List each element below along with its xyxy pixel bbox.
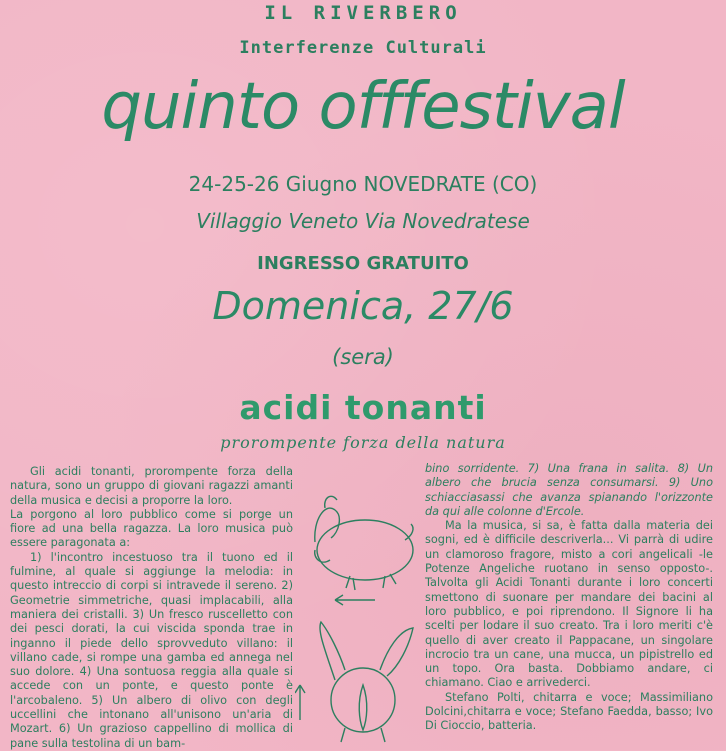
entry-notice: INGRESSO GRATUITO [257,253,469,274]
event-day: Domenica, 27/6 [212,284,514,328]
pappacane-illustration [295,480,425,750]
event-venue: Villaggio Veneto Via Novedratese [196,209,530,233]
event-time: (sera) [332,345,394,369]
article-left-column [10,465,293,751]
article-paragraph: bino sorridente. 7) Una frana in salita. 8) Un albero che brucia senza consumarsi. 9) Uno schiacciasassi che avanza spianando l'orizzonte da qui alle colonne d'Ercole. [425,462,713,518]
article-paragraph: La porgono al loro pubblico come si porge un fiore ad una bella ragazza. La loro musica può essere paragonata a: [10,507,293,550]
band-members: Stefano Polti, chitarra e voce; Massimiliano Dolcini,chitarra e voce; Stefano Faedda, basso; Ivo Di Cioccio, batteria. [425,690,713,733]
article-right-column [425,462,713,734]
article-paragraph: Gli acidi tonanti, prorompente forza della natura, sono un gruppo di giovani ragazzi amanti della musica e decisi a proporre la loro. [10,465,293,507]
band-tagline: prorompente forza della natura [220,433,506,452]
band-logo: acidi tonanti [239,388,487,427]
article-paragraph: Ma la musica, si sa, è fatta dalla materia dei sogni, ed è difficile descriverla... Vi parrà di udire un clamoroso fragore, misto a cori angelicali -le Potenze Angeliche ruotano in senso opposto-. Talvolta gli Acidi Tonanti durante i loro concerti smettono di suonare per mandare dei bacini al loro pubblico, e poi riprendono. Il Signore li ha scelti per lodare il suo creato. Tra i loro meriti c'è quello di aver creato il Pappacane, un singolare incrocio tra un cane, una mucca, un pipistrello ed un topo. Ora basta. Dobbiamo andare, ci chiamano. Ciao e arrivederci. [425,519,713,690]
event-dates: 24-25-26 Giugno NOVEDRATE (CO) [188,172,538,196]
festival-title: quinto offfestival [101,70,625,144]
publication-subtitle: Interferenze Culturali [239,38,487,58]
publication-title: IL RIVERBERO [264,2,462,24]
article-paragraph: 1) l'incontro incestuoso tra il tuono ed il fulmine, al quale si aggiunge la melodia: in questo intreccio di corpi si intravede il sereno. 2) Geometrie simmetriche, quasi implacabili, alla maniera dei cristalli. 3) Un fresco ruscelletto con dei pesci dorati, la cui viscida sponda trae in inganno il piede dello sprovveduto villano: il villano cade, si rompe una gamba ed annega nel suo dolore. 4) Una sontuosa reggia alla quale si accede con un ponte, e questo ponte è l'arcobaleno. 5) Un albero di olivo con degli uccellini che intonano all'unisono un'aria di Mozart. 6) Un grazioso cappellino di mollica di pane sulla testolina di un bam- [10,550,293,750]
